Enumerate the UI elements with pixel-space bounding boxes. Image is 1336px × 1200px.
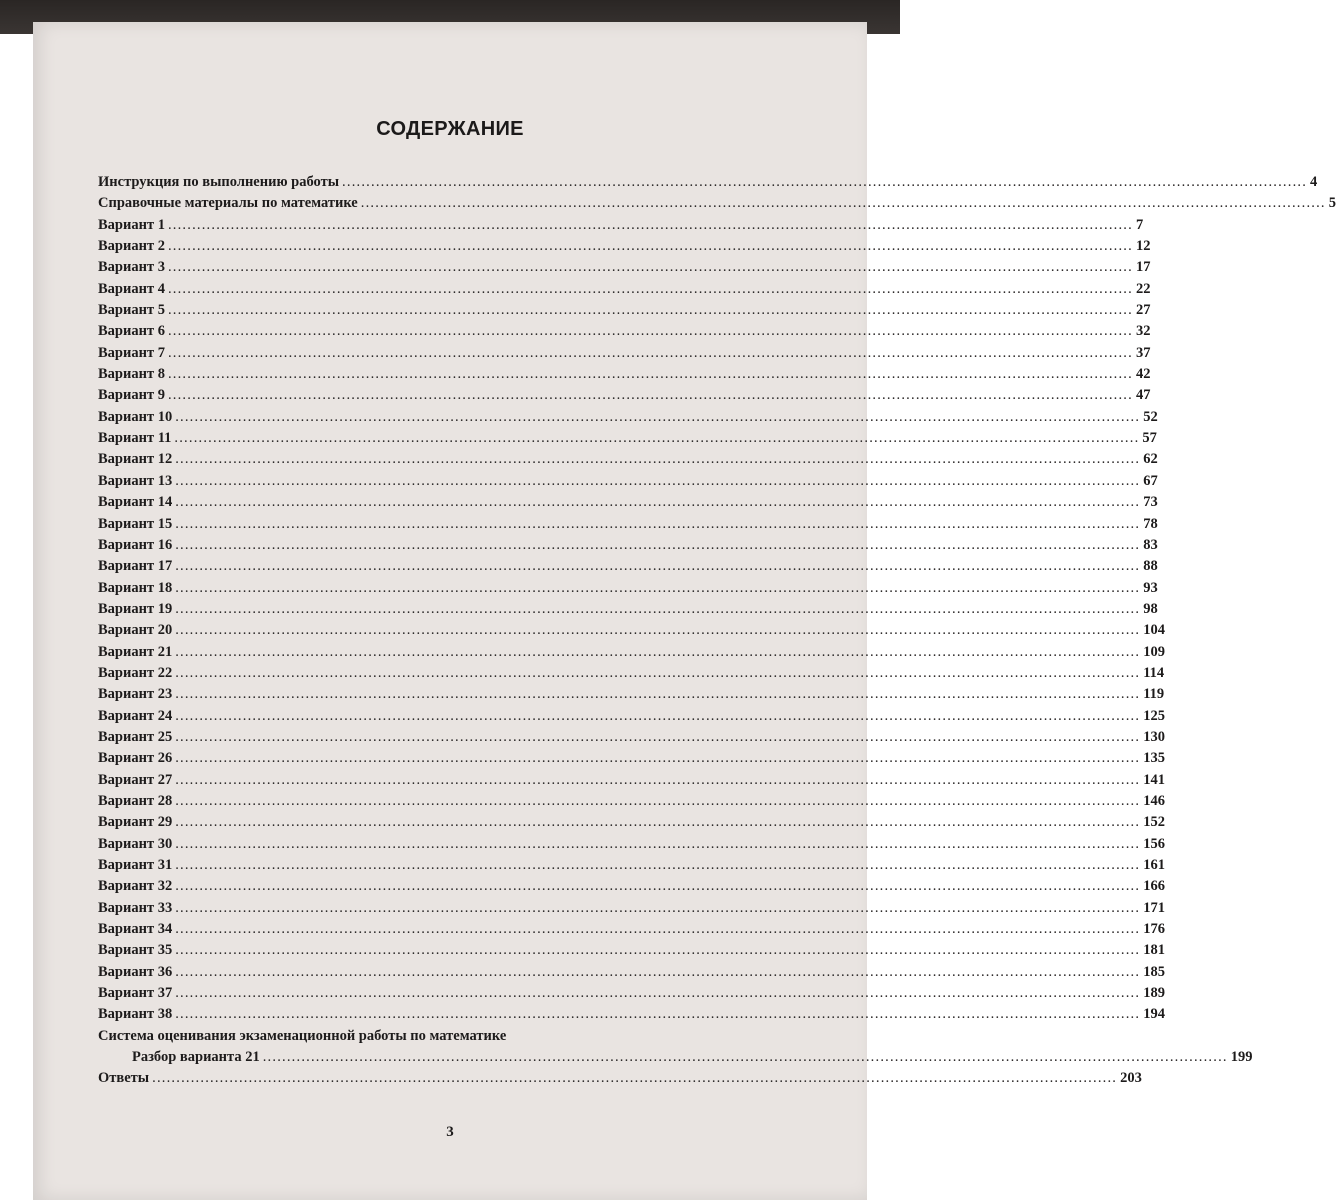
- toc-entry: [98, 236, 1151, 257]
- toc-entries: [98, 172, 1336, 1026]
- dot-leader: ........................................................................................................................................................................................................: [175, 857, 1141, 873]
- toc-entry-page: 176: [1143, 921, 1165, 938]
- toc-entry-page: 62: [1143, 451, 1158, 468]
- toc-entry-page: 156: [1143, 835, 1165, 852]
- toc-entry-label: Вариант 13: [98, 472, 173, 489]
- toc-entry-page: 109: [1143, 643, 1165, 660]
- toc-entry: [98, 471, 1158, 492]
- toc-entry: [98, 514, 1158, 535]
- toc-entry-label: Вариант 16: [98, 536, 173, 553]
- toc-entry-page: 5: [1328, 195, 1336, 212]
- toc-entry: [98, 919, 1165, 940]
- toc-entry-label: Справочные материалы по математике: [98, 195, 358, 212]
- toc-entry-page: 32: [1135, 323, 1151, 340]
- dot-leader: ........................................................................................................................................................................................................: [167, 323, 1133, 340]
- toc-entry: [98, 855, 1165, 876]
- dot-leader: ........................................................................................................................................................................................................: [175, 664, 1141, 681]
- dot-leader: ........................................................................................................................................................................................................: [175, 921, 1141, 938]
- toc-final-entries: [98, 1068, 1142, 1089]
- toc-entry-page: 47: [1135, 387, 1151, 404]
- toc-entry: [98, 770, 1165, 791]
- toc-entry-page: 37: [1135, 344, 1151, 361]
- toc-entry-page: 194: [1143, 1006, 1165, 1023]
- toc-entry-label: Вариант 3: [98, 259, 165, 276]
- dot-leader: ........................................................................................................................................................................................................: [175, 878, 1141, 895]
- dot-leader: ........................................................................................................................................................................................................: [175, 536, 1141, 553]
- dot-leader: ........................................................................................................................................................................................................: [175, 494, 1141, 511]
- toc-entry-label: Вариант 33: [98, 899, 173, 916]
- toc-entry-page: 141: [1143, 771, 1165, 788]
- toc-entry: [98, 834, 1165, 855]
- toc-entry: [98, 684, 1165, 705]
- toc-entry: [98, 876, 1165, 897]
- dot-leader: ........................................................................................................................................................................................................: [175, 622, 1141, 639]
- toc-entry-page: 125: [1143, 707, 1165, 724]
- toc-section-heading: [98, 1026, 824, 1047]
- toc-entry: [98, 812, 1165, 833]
- toc-entry-label: Вариант 20: [98, 622, 173, 639]
- toc-entry: [98, 279, 1151, 300]
- toc-entry: [98, 556, 1158, 577]
- dot-leader: ........................................................................................................................................................................................................: [175, 515, 1141, 532]
- toc-entry-label: Вариант 10: [98, 408, 173, 425]
- toc-entry-page: 22: [1135, 280, 1151, 297]
- dot-leader: ........................................................................................................................................................................................................: [175, 579, 1141, 596]
- toc-entry-page: 12: [1135, 238, 1151, 255]
- toc-entry-page: 98: [1143, 600, 1158, 617]
- toc-entry: [98, 257, 1151, 278]
- toc-entry-page: 78: [1143, 515, 1158, 532]
- dot-leader: ........................................................................................................................................................................................................: [175, 686, 1141, 703]
- toc-entry: [98, 407, 1158, 428]
- toc-entry-label: Вариант 31: [98, 857, 173, 873]
- toc-entry: [98, 898, 1165, 919]
- dot-leader: ........................................................................................................................................................................................................: [167, 387, 1133, 404]
- toc-entry-page: 57: [1142, 430, 1157, 447]
- dot-leader: ........................................................................................................................................................................................................: [175, 835, 1141, 852]
- toc-entry: [98, 983, 1165, 1004]
- toc-entry-page: 166: [1143, 878, 1165, 895]
- toc-entry: [98, 1004, 1165, 1025]
- toc-entry: [98, 706, 1165, 727]
- toc-entry: [98, 620, 1165, 641]
- toc-entry-page: 146: [1143, 792, 1165, 809]
- toc-entry-label: Вариант 30: [98, 835, 173, 852]
- toc-entry-page: 42: [1135, 366, 1151, 383]
- toc-entry-page: 17: [1135, 259, 1151, 276]
- toc-entry-label: Вариант 27: [98, 771, 173, 788]
- dot-leader: ........................................................................................................................................................................................................: [175, 985, 1141, 1002]
- toc-entry-page: 199: [1230, 1049, 1253, 1066]
- toc-entry-label: Вариант 12: [98, 451, 173, 468]
- toc-entry-page: 67: [1143, 472, 1158, 489]
- toc-entry-label: Вариант 36: [98, 963, 173, 980]
- toc-entry: [98, 727, 1165, 748]
- toc-entry-label: Вариант 21: [98, 643, 173, 660]
- dot-leader: ........................................................................................................................................................................................................: [175, 792, 1141, 809]
- toc-entry-label: Вариант 4: [98, 280, 165, 297]
- toc-entry-page: 73: [1143, 494, 1158, 511]
- toc-entry-label: Вариант 37: [98, 985, 173, 1002]
- toc-entry-label: Вариант 28: [98, 792, 173, 809]
- toc-entry-page: 135: [1143, 750, 1165, 767]
- toc-entry: [98, 1047, 1253, 1068]
- toc-entry-label: Вариант 1: [98, 216, 165, 233]
- toc-entry-label: Вариант 2: [98, 238, 165, 255]
- toc-entry-label: Вариант 24: [98, 707, 173, 724]
- toc-section-entries: [98, 1047, 1253, 1068]
- dot-leader: ........................................................................................................................................................................................................: [175, 558, 1141, 575]
- toc-entry: [98, 300, 1151, 321]
- toc-entry: [98, 343, 1151, 364]
- toc-entry: [98, 940, 1165, 961]
- dot-leader: ........................................................................................................................................................................................................: [175, 1006, 1141, 1023]
- toc-entry-label: Вариант 17: [98, 558, 173, 575]
- dot-leader: ........................................................................................................................................................................................................: [175, 899, 1141, 916]
- toc-entry: [98, 492, 1158, 513]
- dot-leader: ........................................................................................................................................................................................................: [174, 430, 1140, 447]
- dot-leader: ........................................................................................................................................................................................................: [175, 408, 1141, 425]
- dot-leader: ........................................................................................................................................................................................................: [152, 1070, 1118, 1087]
- toc-section-label: Система оценивания экзаменационной работы по математике: [98, 1027, 507, 1044]
- dot-leader: ........................................................................................................................................................................................................: [360, 195, 1326, 212]
- toc-entry: [98, 535, 1158, 556]
- toc-entry: [98, 449, 1158, 470]
- toc-entry-label: Разбор варианта 21: [132, 1049, 260, 1066]
- dot-leader: ........................................................................................................................................................................................................: [175, 771, 1141, 788]
- toc-entry: [98, 193, 1336, 214]
- toc-entry-page: 203: [1120, 1070, 1142, 1087]
- toc-entry-label: Вариант 22: [98, 664, 173, 681]
- toc-entry-label: Вариант 34: [98, 921, 173, 938]
- dot-leader: ........................................................................................................................................................................................................: [175, 814, 1141, 831]
- toc-entry-label: Вариант 32: [98, 878, 173, 895]
- toc-entry: [98, 962, 1165, 983]
- toc-entry-page: 114: [1143, 664, 1165, 681]
- toc-entry-label: Вариант 23: [98, 686, 173, 703]
- toc-entry-page: 181: [1143, 942, 1165, 959]
- toc-entry: [98, 748, 1165, 769]
- toc-entry-page: 189: [1143, 985, 1165, 1002]
- toc-entry-label: Вариант 7: [98, 344, 165, 361]
- page-title: СОДЕРЖАНИЕ: [376, 118, 524, 140]
- toc-entry-label: Вариант 26: [98, 750, 173, 767]
- toc-entry: [98, 663, 1165, 684]
- dot-leader: ........................................................................................................................................................................................................: [167, 259, 1133, 276]
- toc-entry-label: Вариант 14: [98, 494, 173, 511]
- toc-entry-label: Вариант 25: [98, 728, 173, 745]
- dot-leader: ........................................................................................................................................................................................................: [167, 302, 1133, 319]
- toc-entry-page: 119: [1143, 686, 1165, 703]
- toc-entry-page: 185: [1143, 963, 1165, 980]
- dot-leader: ........................................................................................................................................................................................................: [175, 707, 1141, 724]
- toc-entry-page: 4: [1310, 174, 1318, 190]
- dot-leader: ........................................................................................................................................................................................................: [175, 750, 1141, 767]
- dot-leader: ........................................................................................................................................................................................................: [175, 600, 1141, 617]
- toc-entry: [98, 599, 1158, 620]
- toc-entry-label: Вариант 6: [98, 323, 165, 340]
- toc-entry-page: 171: [1143, 899, 1165, 916]
- toc-entry-label: Вариант 9: [98, 387, 165, 404]
- toc-entry-page: 88: [1143, 558, 1158, 575]
- toc-entry-page: 7: [1135, 216, 1144, 233]
- toc-entry-label: Вариант 18: [98, 579, 173, 596]
- toc-entry-page: 83: [1143, 536, 1158, 553]
- toc-entry-label: Вариант 8: [98, 366, 165, 383]
- dot-leader: ........................................................................................................................................................................................................: [167, 238, 1133, 255]
- toc-entry-label: Инструкция по выполнению работы: [98, 174, 340, 190]
- dot-leader: ........................................................................................................................................................................................................: [175, 472, 1141, 489]
- toc-entry-label: Вариант 11: [98, 430, 172, 447]
- toc-entry-page: 152: [1143, 814, 1165, 831]
- toc-entry: [98, 364, 1151, 385]
- toc-entry: [98, 1068, 1142, 1089]
- dot-leader: ........................................................................................................................................................................................................: [167, 216, 1133, 233]
- toc-entry: [98, 578, 1158, 599]
- dot-leader: ........................................................................................................................................................................................................: [342, 174, 1308, 190]
- toc-entry: [98, 172, 1318, 193]
- dot-leader: ........................................................................................................................................................................................................: [175, 728, 1141, 745]
- toc-entry-label: Ответы: [98, 1070, 150, 1087]
- toc-entry-label: Вариант 38: [98, 1006, 173, 1023]
- toc-entry: [98, 791, 1165, 812]
- toc-entry: [98, 385, 1151, 406]
- table-of-contents: [98, 172, 1336, 1090]
- toc-entry-label: Вариант 19: [98, 600, 173, 617]
- toc-entry-label: Вариант 5: [98, 302, 165, 319]
- toc-entry: [98, 215, 1144, 236]
- dot-leader: ........................................................................................................................................................................................................: [175, 451, 1141, 468]
- toc-entry: [98, 642, 1165, 663]
- toc-entry-page: 27: [1135, 302, 1151, 319]
- toc-entry-page: 104: [1143, 622, 1165, 639]
- dot-leader: ........................................................................................................................................................................................................: [167, 280, 1133, 297]
- dot-leader: ........................................................................................................................................................................................................: [175, 643, 1141, 660]
- toc-entry-label: Вариант 29: [98, 814, 173, 831]
- toc-entry-page: 161: [1143, 857, 1165, 873]
- toc-entry-page: 130: [1143, 728, 1165, 745]
- page-number: 3: [446, 1124, 454, 1140]
- toc-entry: [98, 428, 1157, 449]
- dot-leader: ........................................................................................................................................................................................................: [262, 1049, 1228, 1066]
- dot-leader: ........................................................................................................................................................................................................: [167, 366, 1133, 383]
- dot-leader: ........................................................................................................................................................................................................: [175, 942, 1141, 959]
- toc-entry: [98, 321, 1151, 342]
- toc-entry-label: Вариант 35: [98, 942, 173, 959]
- toc-entry-page: 93: [1143, 579, 1158, 596]
- dot-leader: ........................................................................................................................................................................................................: [167, 344, 1133, 361]
- toc-entry-label: Вариант 15: [98, 515, 173, 532]
- dot-leader: ........................................................................................................................................................................................................: [175, 963, 1141, 980]
- toc-entry-page: 52: [1143, 408, 1158, 425]
